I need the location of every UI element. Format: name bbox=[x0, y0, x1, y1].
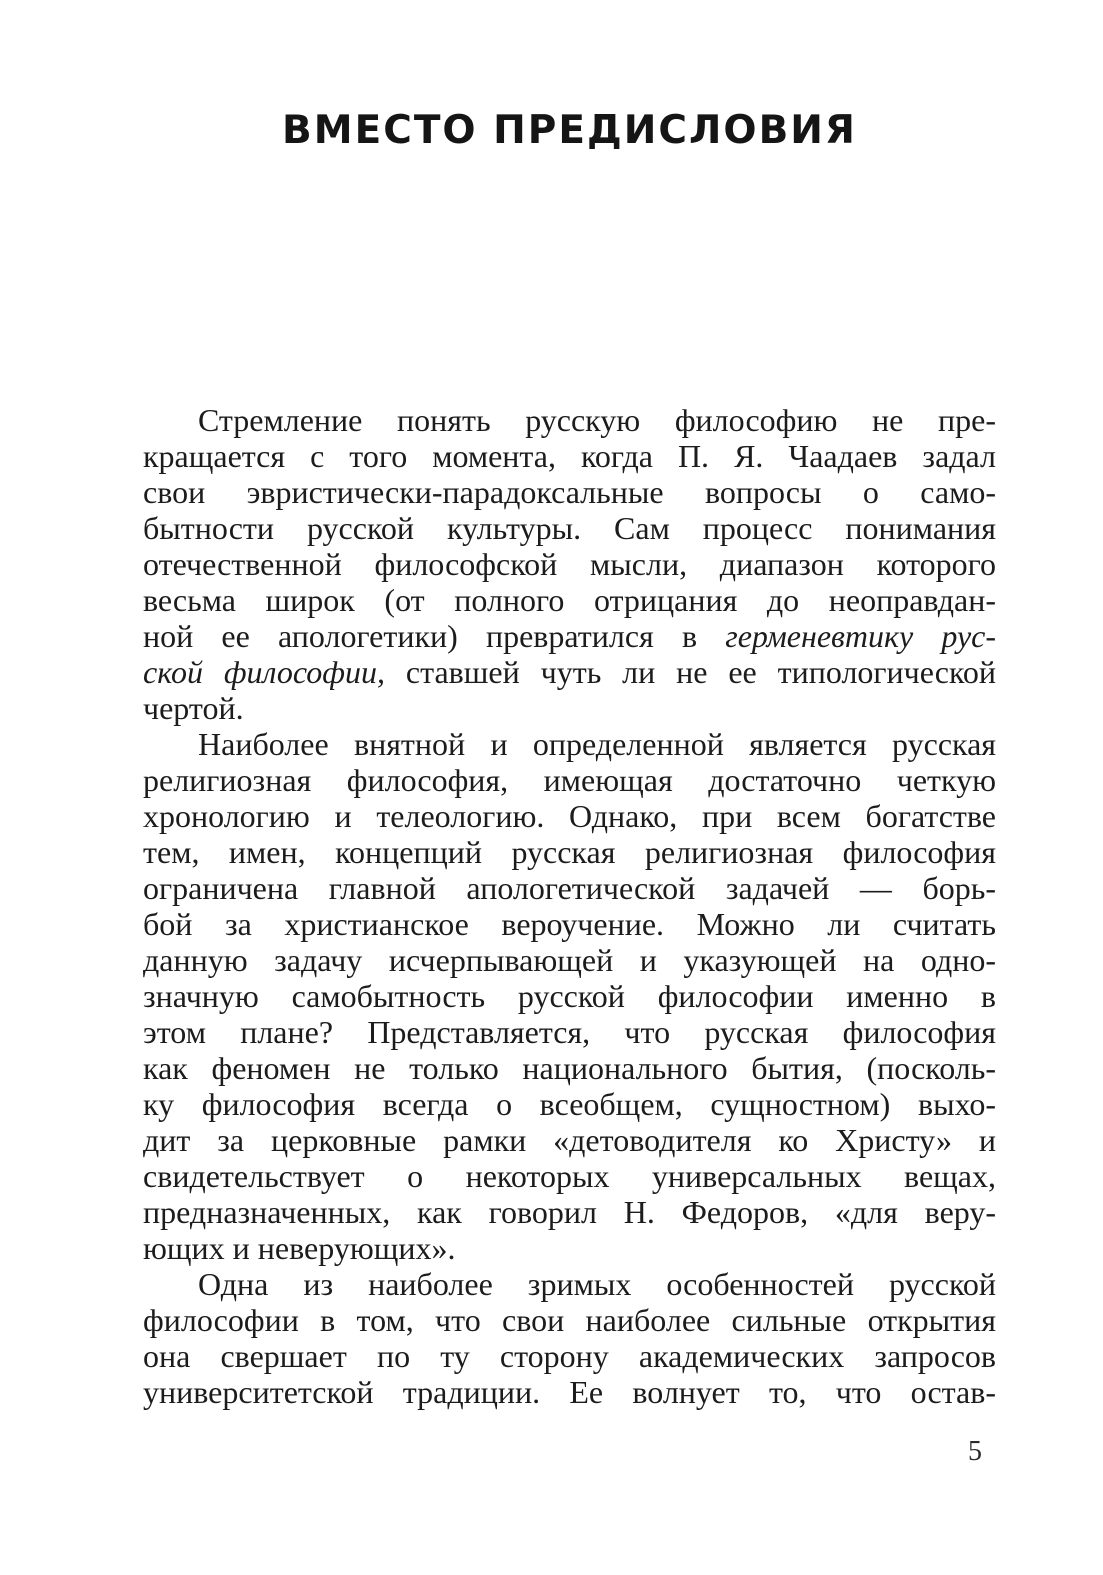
text-line-mixed bbox=[143, 618, 996, 654]
text-line: философии в том, что свои наиболее сильные открытия bbox=[143, 1302, 996, 1338]
text-line: Одна из наиболее зримых особенностей русской bbox=[198, 1266, 996, 1302]
text-line: бытности русской культуры. Сам процесс понимания bbox=[143, 510, 996, 546]
text-line: этом плане? Представляется, что русская философия bbox=[143, 1014, 996, 1050]
text-line: отечественной философской мысли, диапазон которого bbox=[143, 546, 996, 582]
text-line: дит за церковные рамки «детоводителя ко Христу» и bbox=[143, 1122, 996, 1158]
text-line: свои эвристически-парадоксальные вопросы о само- bbox=[143, 474, 996, 510]
text-line: Наиболее внятной и определенной является русская bbox=[198, 726, 996, 762]
text-fragment: ставшей чуть ли не ее типологической bbox=[385, 654, 996, 690]
page-number: 5 bbox=[968, 1436, 982, 1467]
text-line-mixed bbox=[143, 654, 996, 690]
text-line: хронологию и телеологию. Однако, при всем богатстве bbox=[143, 798, 996, 834]
italic-term: ской философии, bbox=[143, 654, 386, 690]
text-line: тем, имен, концепций русская религиозная философия bbox=[143, 834, 996, 870]
text-line: как феномен не только национального бытия, (посколь- bbox=[143, 1050, 996, 1086]
text-line: религиозная философия, имеющая достаточно четкую bbox=[143, 762, 996, 798]
text-line: бой за христианское вероучение. Можно ли считать bbox=[143, 906, 996, 942]
italic-term: герменевтику рус- bbox=[725, 618, 997, 654]
text-line: ку философия всегда о всеобщем, сущностном) выхо- bbox=[143, 1086, 996, 1122]
text-line: чертой. bbox=[143, 690, 244, 726]
text-line: ограничена главной апологетической задачей — борь- bbox=[143, 870, 996, 906]
text-line: кращается с того момента, когда П. Я. Чаадаев задал bbox=[143, 438, 996, 474]
text-line: Стремление понять русскую философию не пре- bbox=[198, 402, 996, 438]
text-line: свидетельствует о некоторых универсальных вещах, bbox=[143, 1158, 996, 1194]
text-line: предназначенных, как говорил Н. Федоров, «для веру- bbox=[143, 1194, 996, 1230]
text-line: значную самобытность русской философии именно в bbox=[143, 978, 996, 1014]
text-line: весьма широк (от полного отрицания до неоправдан- bbox=[143, 582, 996, 618]
body-text bbox=[143, 402, 996, 1410]
text-line: университетской традиции. Ее волнует то, что остав- bbox=[143, 1374, 996, 1410]
text-fragment: ной ее апологетики) превратился в bbox=[143, 618, 726, 654]
text-line: данную задачу исчерпывающей и указующей на одно- bbox=[143, 942, 996, 978]
text-line: ющих и неверующих». bbox=[143, 1230, 456, 1266]
chapter-title: ВМЕСТО ПРЕДИСЛОВИЯ bbox=[282, 108, 857, 153]
text-line: она свершает по ту сторону академических запросов bbox=[143, 1338, 996, 1374]
